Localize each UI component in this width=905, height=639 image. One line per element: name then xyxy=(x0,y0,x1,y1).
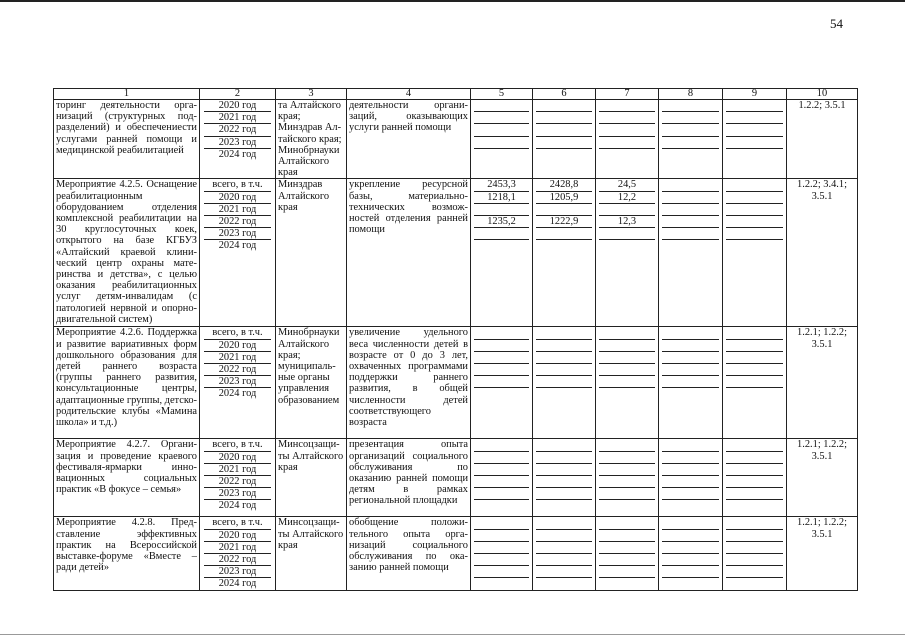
amount-value xyxy=(474,340,529,352)
col-header-8: 8 xyxy=(659,89,723,100)
empty-value xyxy=(726,566,783,578)
indicator-codes: 1.2.1; 1.2.2; 3.5.1 xyxy=(787,327,858,439)
empty-value xyxy=(662,542,719,554)
amount-value xyxy=(474,364,529,376)
amount-value xyxy=(474,578,529,589)
amount-value: 1235,2 xyxy=(474,216,529,228)
activity-name: Мероприятие 4.2.8. Представление эффективных практик на Всероссийской выставке-форуме «Вместе – ради детей» xyxy=(54,517,200,590)
amount-value xyxy=(474,204,529,216)
year-label: 2022 год xyxy=(204,476,271,488)
amount-value xyxy=(474,517,529,529)
empty-value xyxy=(726,352,783,364)
empty-value xyxy=(726,228,783,240)
col-header-1: 1 xyxy=(54,89,200,100)
amount-cell-c8 xyxy=(659,179,723,327)
amount-value xyxy=(474,352,529,364)
amount-value xyxy=(536,204,592,216)
year-label: всего, в т.ч. xyxy=(204,327,271,339)
col-header-4: 4 xyxy=(347,89,471,100)
amount-value xyxy=(599,327,655,339)
amount-value: 12,3 xyxy=(599,216,655,228)
amount-value xyxy=(474,388,529,399)
executor: Минсоцзащиты Алтайского края xyxy=(276,439,347,517)
year-label: 2023 год xyxy=(204,566,271,578)
amount-cell-c8 xyxy=(659,100,723,179)
year-label: 2024 год xyxy=(218,500,257,512)
amount-value xyxy=(474,149,529,160)
year-label: 2020 год xyxy=(204,100,271,112)
year-label: 2020 год xyxy=(204,452,271,464)
amount-value xyxy=(536,488,592,500)
amount-cell-c5 xyxy=(471,517,533,590)
empty-value xyxy=(662,204,719,216)
table-row xyxy=(54,179,858,327)
amount-value xyxy=(474,476,529,488)
amount-value xyxy=(599,124,655,136)
amount-value: 24,5 xyxy=(599,179,655,191)
amount-value xyxy=(474,376,529,388)
amount-value xyxy=(474,530,529,542)
amount-value xyxy=(599,578,655,589)
empty-value xyxy=(662,228,719,240)
amount-value xyxy=(599,500,655,511)
empty-value xyxy=(662,100,719,112)
empty-value xyxy=(662,364,719,376)
empty-value xyxy=(726,452,783,464)
empty-value xyxy=(662,179,719,191)
year-label: 2020 год xyxy=(204,192,271,204)
amount-value xyxy=(536,554,592,566)
amount-cell-c6 xyxy=(533,179,596,327)
amount-value xyxy=(599,376,655,388)
amount-cell-c5 xyxy=(471,439,533,517)
amount-value xyxy=(536,439,592,451)
year-label: 2021 год xyxy=(204,542,271,554)
empty-value xyxy=(662,488,719,500)
year-label: 2021 год xyxy=(204,204,271,216)
amount-value xyxy=(599,452,655,464)
amount-cell-c7 xyxy=(596,517,659,590)
empty-value xyxy=(726,204,783,216)
amount-cell-c6 xyxy=(533,327,596,439)
years-cell xyxy=(200,100,276,179)
amount-value xyxy=(599,542,655,554)
amount-value xyxy=(599,488,655,500)
indicator-codes: 1.2.2; 3.5.1 xyxy=(787,100,858,179)
amount-value xyxy=(474,327,529,339)
empty-value xyxy=(726,517,783,529)
amount-value xyxy=(536,112,592,124)
activity-name: Мероприятие 4.2.5. Оснащение реабилитационным оборудованием отделения комплексной реабилитации на 30 круглосуточных коек, открытого на базе КГБУЗ «Алтайский краевой клинический центр охраны материнства и детства», с целью оказания реабилитационных услуг детям-инвалидам (с патологией нервной и опорно-двигательной систем) xyxy=(54,179,200,327)
amount-value xyxy=(474,100,529,112)
year-label: 2024 год xyxy=(218,578,257,590)
empty-value xyxy=(662,216,719,228)
top-border xyxy=(0,0,905,2)
amount-cell-c7 xyxy=(596,439,659,517)
amount-value xyxy=(474,488,529,500)
amount-value xyxy=(599,476,655,488)
amount-value xyxy=(474,542,529,554)
amount-cell-c9 xyxy=(723,100,787,179)
indicator-codes: 1.2.1; 1.2.2; 3.5.1 xyxy=(787,439,858,517)
activity-name: Мероприятие 4.2.6. Поддержка и развитие вариативных форм дошкольного образования для детей раннего возраста (группы раннего развития, консультационные центры, адаптационные группы, детско-родительские клубы «Мамина школа» и т.д.) xyxy=(54,327,200,439)
bottom-border xyxy=(0,634,905,635)
empty-value xyxy=(726,439,783,451)
year-label: 2022 год xyxy=(204,124,271,136)
year-label: 2022 год xyxy=(204,216,271,228)
empty-value xyxy=(662,530,719,542)
col-header-9: 9 xyxy=(723,89,787,100)
empty-value xyxy=(726,542,783,554)
amount-cell-c8 xyxy=(659,327,723,439)
amount-cell-c5 xyxy=(471,179,533,327)
col-header-2: 2 xyxy=(200,89,276,100)
year-label: 2022 год xyxy=(204,554,271,566)
year-label: 2024 год xyxy=(218,240,257,252)
executor: Минсоцзащиты Алтайского края xyxy=(276,517,347,590)
year-label: 2024 год xyxy=(218,148,257,160)
executor: Минобрнауки Алтайского края; муниципальные органы управления образованием xyxy=(276,327,347,439)
amount-value xyxy=(536,452,592,464)
empty-value xyxy=(662,476,719,488)
amount-value xyxy=(599,204,655,216)
amount-cell-c6 xyxy=(533,517,596,590)
amount-value xyxy=(599,530,655,542)
empty-value xyxy=(726,500,783,511)
amount-value xyxy=(536,327,592,339)
amount-cell-c6 xyxy=(533,100,596,179)
indicator-codes: 1.2.2; 3.4.1; 3.5.1 xyxy=(787,179,858,327)
amount-value xyxy=(474,228,529,240)
empty-value xyxy=(726,464,783,476)
year-label: 2021 год xyxy=(204,112,271,124)
empty-value xyxy=(726,364,783,376)
amount-cell-c8 xyxy=(659,517,723,590)
empty-value xyxy=(662,554,719,566)
expected-result: обобщение положительного опыта организаций социального обслуживания по оказанию ранней помощи xyxy=(347,517,471,590)
year-label: 2022 год xyxy=(204,364,271,376)
amount-value xyxy=(599,554,655,566)
years-cell xyxy=(200,179,276,327)
amount-value xyxy=(599,100,655,112)
amount-value xyxy=(474,439,529,451)
year-label: 2020 год xyxy=(204,340,271,352)
empty-value xyxy=(726,149,783,160)
empty-value xyxy=(662,192,719,204)
amount-value xyxy=(474,112,529,124)
empty-value xyxy=(662,340,719,352)
empty-value xyxy=(662,112,719,124)
col-header-3: 3 xyxy=(276,89,347,100)
empty-value xyxy=(662,376,719,388)
amount-value xyxy=(599,340,655,352)
empty-value xyxy=(726,376,783,388)
amount-value xyxy=(536,149,592,160)
amount-cell-c5 xyxy=(471,327,533,439)
amount-value xyxy=(474,137,529,149)
amount-value xyxy=(536,388,592,399)
empty-value xyxy=(662,240,719,251)
expected-result: увеличение удельного веса численности детей в возрасте от 0 до 3 лет, охваченных программами поддержки раннего развития, в общей численности детей соответствующего возраста xyxy=(347,327,471,439)
amount-value: 1205,9 xyxy=(536,192,592,204)
amount-value xyxy=(599,439,655,451)
amount-cell-c6 xyxy=(533,439,596,517)
amount-cell-c7 xyxy=(596,100,659,179)
expected-result: укрепление ресурсной базы, материально-технических возможностей отделения ранней помощи xyxy=(347,179,471,327)
amount-value xyxy=(536,340,592,352)
table-row xyxy=(54,100,858,179)
empty-value xyxy=(726,100,783,112)
amount-value xyxy=(474,500,529,511)
empty-value xyxy=(726,554,783,566)
year-label: 2023 год xyxy=(204,488,271,500)
empty-value xyxy=(662,352,719,364)
empty-value xyxy=(662,439,719,451)
empty-value xyxy=(726,340,783,352)
amount-value xyxy=(536,566,592,578)
amount-value xyxy=(536,364,592,376)
empty-value xyxy=(726,530,783,542)
amount-value xyxy=(599,137,655,149)
col-header-6: 6 xyxy=(533,89,596,100)
table-row xyxy=(54,327,858,439)
amount-value xyxy=(599,149,655,160)
program-table xyxy=(53,88,858,591)
amount-value xyxy=(474,240,529,251)
year-label: 2023 год xyxy=(204,376,271,388)
empty-value xyxy=(662,149,719,160)
amount-value xyxy=(536,240,592,251)
amount-cell-c7 xyxy=(596,179,659,327)
empty-value xyxy=(662,464,719,476)
empty-value xyxy=(726,192,783,204)
amount-value xyxy=(599,364,655,376)
table-row xyxy=(54,439,858,517)
year-label: 2023 год xyxy=(204,137,271,149)
amount-value xyxy=(536,542,592,554)
empty-value xyxy=(726,488,783,500)
amount-value: 1218,1 xyxy=(474,192,529,204)
amount-value xyxy=(599,566,655,578)
empty-value xyxy=(726,388,783,399)
empty-value xyxy=(726,240,783,251)
years-cell xyxy=(200,327,276,439)
amount-cell-c9 xyxy=(723,179,787,327)
empty-value xyxy=(726,112,783,124)
executor: та Алтайского края; Минздрав Алтайского края; Минобрнауки Алтайского края xyxy=(276,100,347,179)
amount-value xyxy=(474,554,529,566)
amount-value xyxy=(536,137,592,149)
amount-value xyxy=(474,566,529,578)
year-label: 2020 год xyxy=(204,530,271,542)
amount-cell-c9 xyxy=(723,517,787,590)
table-body xyxy=(54,100,858,591)
col-header-10: 10 xyxy=(787,89,858,100)
amount-value xyxy=(536,124,592,136)
amount-value xyxy=(599,517,655,529)
empty-value xyxy=(662,500,719,511)
empty-value xyxy=(662,388,719,399)
table-row xyxy=(54,517,858,590)
expected-result: деятельности организаций, оказывающих услуги ранней помощи xyxy=(347,100,471,179)
amount-cell-c9 xyxy=(723,327,787,439)
amount-value xyxy=(536,100,592,112)
empty-value xyxy=(662,137,719,149)
executor: Минздрав Алтайского края xyxy=(276,179,347,327)
empty-value xyxy=(662,124,719,136)
activity-name: Мероприятие 4.2.7. Организация и проведение краевого фестиваля-ярмарки инновационных социальных практик «В фокусе – семья» xyxy=(54,439,200,517)
amount-value xyxy=(536,476,592,488)
amount-value: 1222,9 xyxy=(536,216,592,228)
year-label: 2024 год xyxy=(218,388,257,400)
empty-value xyxy=(662,327,719,339)
empty-value xyxy=(726,578,783,589)
amount-value xyxy=(536,500,592,511)
year-label: 2021 год xyxy=(204,352,271,364)
amount-value xyxy=(536,376,592,388)
empty-value xyxy=(726,124,783,136)
empty-value xyxy=(726,137,783,149)
years-cell xyxy=(200,517,276,590)
amount-value xyxy=(599,388,655,399)
years-cell xyxy=(200,439,276,517)
page-number: 54 xyxy=(830,16,843,31)
empty-value xyxy=(662,452,719,464)
empty-value xyxy=(726,327,783,339)
amount-value xyxy=(536,464,592,476)
amount-value xyxy=(536,352,592,364)
amount-value xyxy=(599,464,655,476)
amount-value xyxy=(474,452,529,464)
activity-name: торинг деятельности организаций (структурных подразделений) и обеспечениести услугами ранней помощи и медицинской реабилитацией xyxy=(54,100,200,179)
amount-value: 12,2 xyxy=(599,192,655,204)
year-label: 2023 год xyxy=(204,228,271,240)
year-label: всего, в т.ч. xyxy=(204,517,271,529)
amount-value xyxy=(474,124,529,136)
indicator-codes: 1.2.1; 1.2.2; 3.5.1 xyxy=(787,517,858,590)
empty-value xyxy=(726,179,783,191)
year-label: 2021 год xyxy=(204,464,271,476)
empty-value xyxy=(726,476,783,488)
amount-value: 2453,3 xyxy=(474,179,529,191)
empty-value xyxy=(662,566,719,578)
header-row xyxy=(54,89,858,100)
amount-cell-c9 xyxy=(723,439,787,517)
empty-value xyxy=(726,216,783,228)
amount-value xyxy=(536,530,592,542)
year-label: всего, в т.ч. xyxy=(204,179,271,191)
col-header-7: 7 xyxy=(596,89,659,100)
amount-value xyxy=(599,228,655,240)
amount-value xyxy=(536,517,592,529)
amount-value xyxy=(599,112,655,124)
empty-value xyxy=(662,517,719,529)
amount-value xyxy=(536,228,592,240)
amount-cell-c7 xyxy=(596,327,659,439)
amount-cell-c5 xyxy=(471,100,533,179)
amount-value xyxy=(599,240,655,251)
amount-value xyxy=(536,578,592,589)
col-header-5: 5 xyxy=(471,89,533,100)
amount-value xyxy=(474,464,529,476)
amount-cell-c8 xyxy=(659,439,723,517)
amount-value xyxy=(599,352,655,364)
amount-value: 2428,8 xyxy=(536,179,592,191)
expected-result: презентация опыта организаций социального обслуживания по оказанию ранней помощи детям в рамках региональной площадки xyxy=(347,439,471,517)
empty-value xyxy=(662,578,719,589)
year-label: всего, в т.ч. xyxy=(204,439,271,451)
